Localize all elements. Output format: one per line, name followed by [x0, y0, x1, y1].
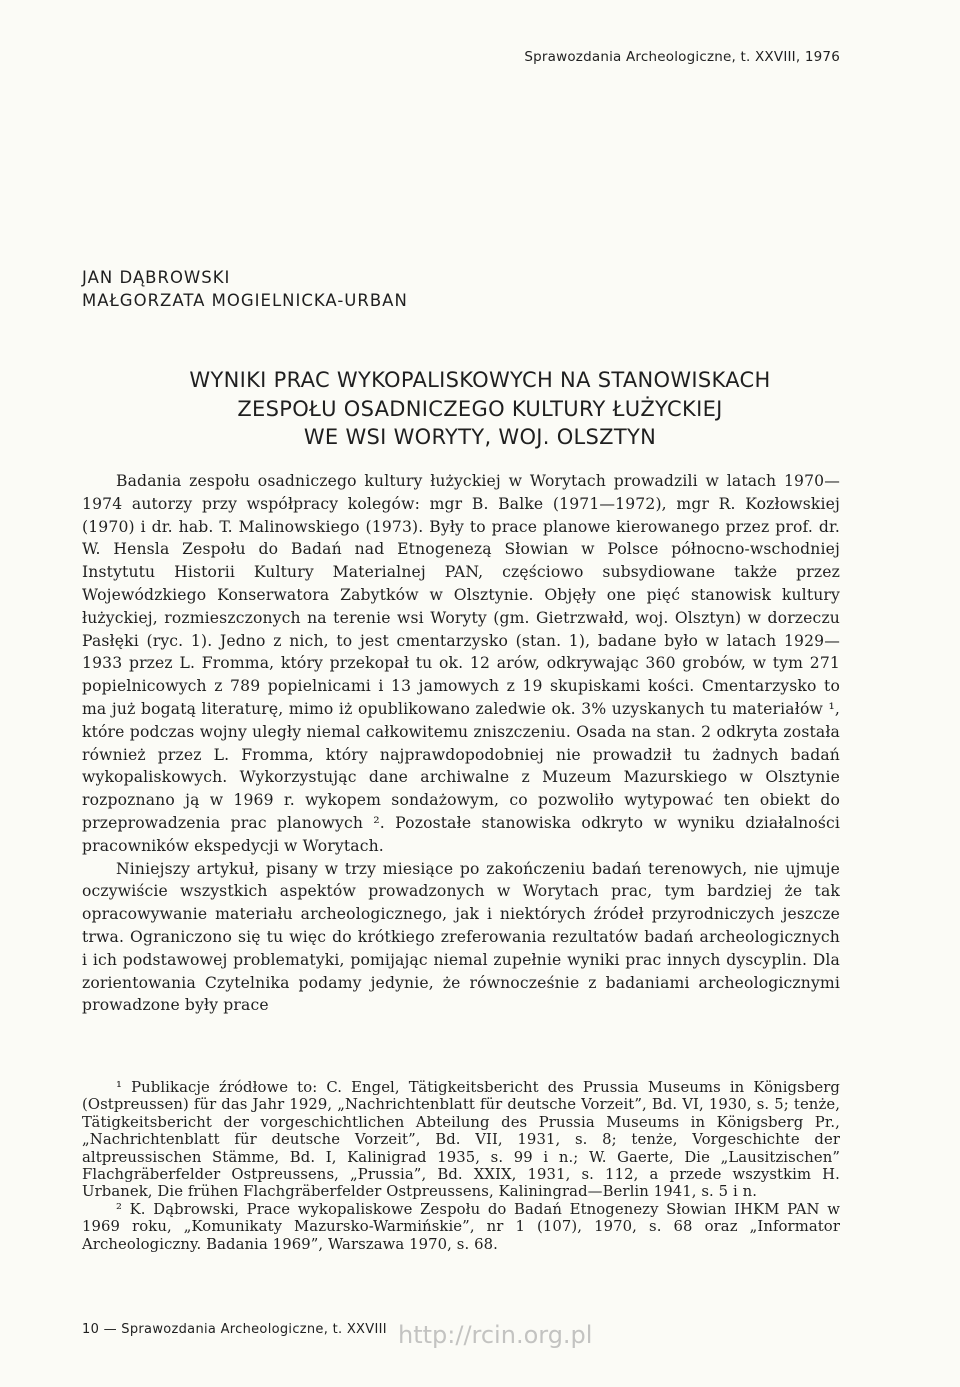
authors — [82, 266, 408, 312]
body-paragraph: Badania zespołu osadniczego kultury łużyckiej w Worytach prowadzili w latach 1970—1974 autorzy przy współpracy kolegów: mgr B. Balke (1971—1972), mgr R. Kozłowskiej (1970) i dr. hab. T. Malinowskiego (1973). Były to prace planowe kierowanego przez prof. dr. W. Hensla Zespołu do Badań nad Etnogenezą Słowian w Polsce północno-wschodniej Instytutu Historii Kultury Materialnej PAN, częściowo subsydiowane także przez Wojewódzkiego Konserwatora Zabytków w Olsztynie. Objęły one pięć stanowisk kultury łużyckiej, rozmieszczonych na terenie wsi Woryty (gm. Gietrzwałd, woj. Olsztyn) w dorzeczu Pasłęki (ryc. 1). Jedno z nich, to jest cmentarzysko (stan. 1), badane było w latach 1929—1933 przez L. Fromma, który przekopał tu ok. 12 arów, odkrywając 360 grobów, w tym 271 popielnicowych z 789 popielnicami i 13 jamowych z 19 skupiskami kości. Cmentarzysko to ma już bogatą literaturę, mimo iż opublikowano zaledwie ok. 3% uzyskanych tu materiałów ¹, które podczas wojny uległy niemal całkowitemu zniszczeniu. Osada na stan. 2 odkryta została również przez L. Fromma, który najprawdopodobniej nie prowadził tu żadnych badań wykopaliskowych. Wykorzystując dane archiwalne z Muzeum Mazurskiego w Olsztynie rozpoznano ją w 1969 r. wykopem sondażowym, co pozwoliło wytypować ten obiekt do przeprowadzenia prac planowych ². Pozostałe stanowiska odkryto w wyniku działalności pracowników ekspedycji w Worytach. — [82, 472, 840, 855]
body-paragraph: Niniejszy artykuł, pisany w trzy miesiące po zakończeniu badań terenowych, nie ujmuje oczywiście wszystkich aspektów prowadzonych w Worytach prac, tym bardziej że tak opracowywanie materiału archeologicznego, jak i niektórych źródeł przyrodniczych jeszcze trwa. Ograniczono się tu więc do krótkiego zreferowania rezultatów badań archeologicznych i ich podstawowej problematyki, pomijając niemal zupełnie wyniki prac innych dyscyplin. Dla zorientowania Czytelnika podamy jedynie, że równocześnie z badaniami archeologicznymi prowadzone były prace — [82, 859, 840, 1015]
page-footer: 10 — Sprawozdania Archeologiczne, t. XXVIII — [82, 1322, 387, 1337]
watermark: http://rcin.org.pl — [398, 1321, 593, 1349]
footnote: ² K. Dąbrowski, Prace wykopaliskowe Zespołu do Badań Etnogenezy Słowian IHKM PAN w 1969 roku, „Komunikaty Mazursko-Warmińskie”, nr 1 (107), 1970, s. 68 oraz „Informator Archeologiczny. Badania 1969”, Warszawa 1970, s. 68. — [82, 1200, 840, 1253]
title-line: WYNIKI PRAC WYKOPALISKOWYCH NA STANOWISKACH — [189, 368, 771, 392]
article-body — [82, 470, 840, 1017]
title-line: ZESPOŁU OSADNICZEGO KULTURY ŁUŻYCKIEJ — [237, 396, 723, 421]
footnotes — [82, 1079, 840, 1253]
title-line: WE WSI WORYTY, WOJ. OLSZTYN — [303, 425, 657, 449]
author-name: JAN DĄBROWSKI — [82, 268, 231, 287]
article-title — [60, 366, 900, 452]
author-name: MAŁGORZATA MOGIELNICKA-URBAN — [82, 291, 408, 310]
journal-header: Sprawozdania Archeologiczne, t. XXVIII, 1976 — [524, 49, 840, 65]
footnote: ¹ Publikacje źródłowe to: C. Engel, Tätigkeitsbericht des Prussia Museums in Königsberg (Ostpreussen) für das Jahr 1929, „Nachrichtenblatt für deutsche Vorzeit”, Bd. VI, 1930, s. 5; tenże, Tätigkeitsbericht der vorgeschichtlichen Abteilung des Prussia Museums in Königsberg Pr., „Nachrichtenblatt für deutsche Vorzeit”, Bd. VII, 1931, s. 8; tenże, Vorgeschichte der altpreussischen Stämme, Bd. I, Kalinigrad 1935, s. 99 i n.; W. Gaerte, Die „Lausitzischen” Flachgräberfelder Ostpreussens, „Prussia”, Bd. XXIX, 1931, s. 112, a przede wszystkim H. Urbanek, Die frühen Flachgräberfelder Ostpreussens, Kaliningrad—Berlin 1941, s. 5 i n. — [82, 1079, 840, 1201]
